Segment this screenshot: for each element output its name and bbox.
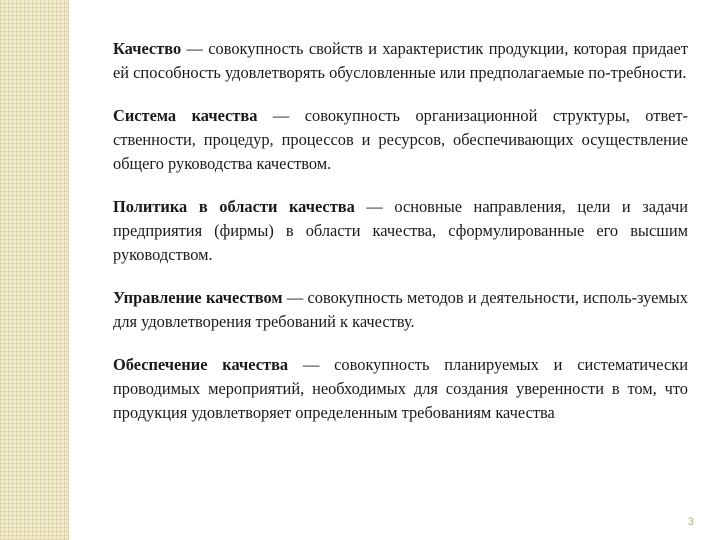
- definition-quality-management: [113, 286, 688, 334]
- definition-term: Управление качеством: [113, 288, 283, 307]
- side-divider: [68, 0, 69, 540]
- definition-quality-assurance: [113, 353, 688, 425]
- definition-text: — совокупность свойств и характеристик продукции, которая придает ей способность удовлетворять обусловленные или предполагаемые по-требности.: [113, 39, 688, 82]
- definition-quality-policy: [113, 195, 688, 267]
- definition-term: Обеспечение качества: [113, 355, 289, 374]
- definition-term: Система качества: [113, 106, 258, 125]
- definition-text: — основные направления, цели и задачи предприятия (фирмы) в области качества, сформулированные его высшим руководством.: [113, 197, 688, 264]
- definition-quality: [113, 37, 688, 85]
- definition-term: Качество: [113, 39, 182, 58]
- definition-term: Политика в области качества: [113, 197, 355, 216]
- definitions-list: [113, 37, 688, 444]
- page-number: 3: [687, 516, 694, 528]
- definition-text: — совокупность планируемых и систематически проводимых мероприятий, необходимых для создания уверенности в том, что продукция удовлетворяет определенным требованиям качества: [113, 355, 688, 422]
- decorative-side-strip: [0, 0, 68, 540]
- definition-quality-system: [113, 104, 688, 176]
- definition-text: — совокупность организационной структуры, ответ-ственности, процедур, процессов и ресурсов, обеспечивающих осуществление общего руководства качеством.: [113, 106, 688, 173]
- definition-text: — совокупность методов и деятельности, исполь-зуемых для удовлетворения требований к качеству.: [113, 288, 688, 331]
